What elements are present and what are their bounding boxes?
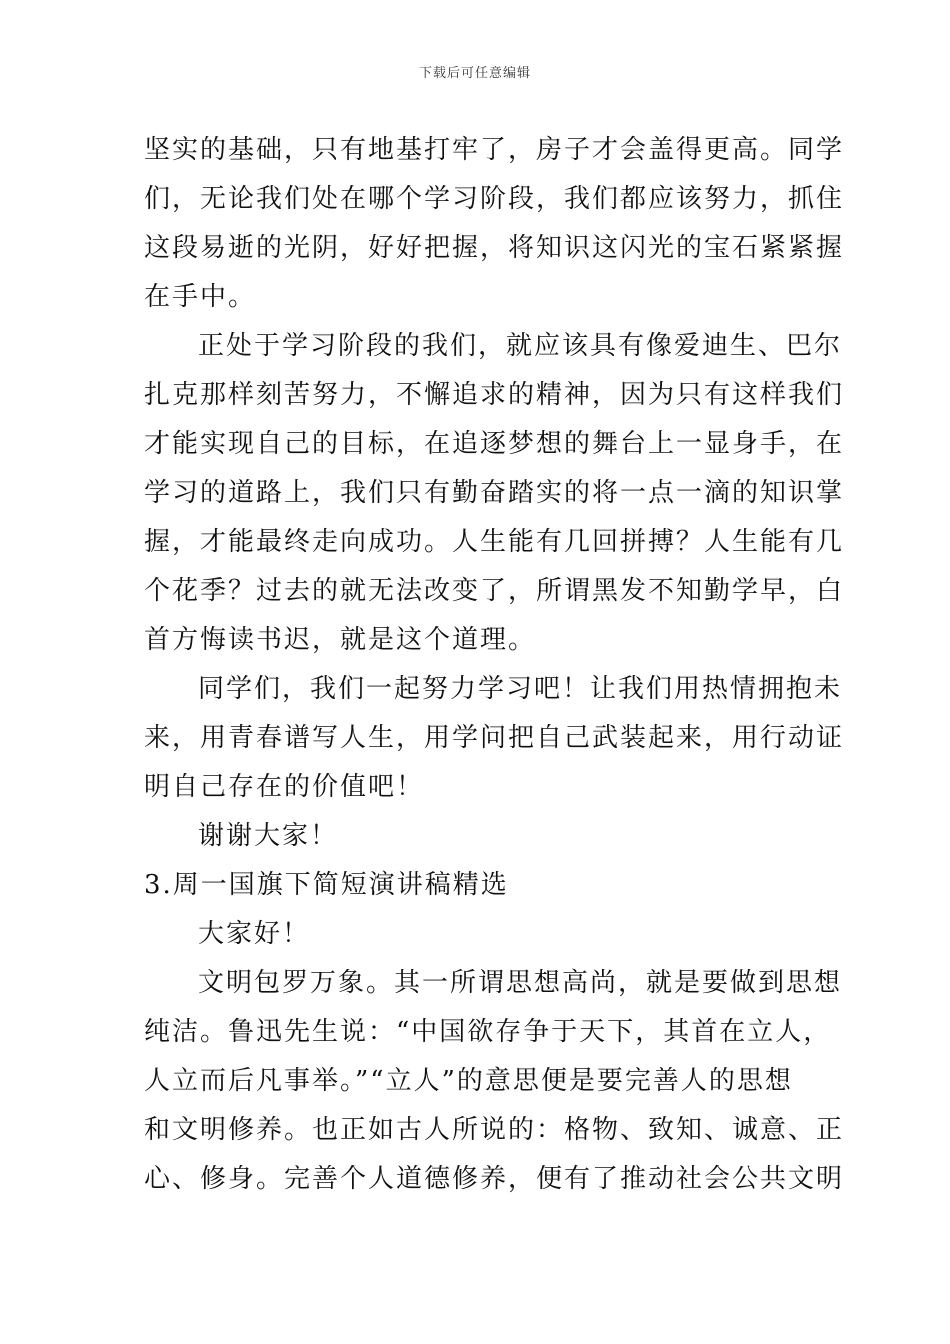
section-heading: 3.周一国旗下简短演讲稿精选: [144, 870, 509, 900]
text-line: 这段易逝的光阴，好好把握，将知识这闪光的宝石紧紧握: [144, 233, 845, 263]
text-line: 们，无论我们处在哪个学习阶段，我们都应该努力，抓住: [144, 184, 845, 214]
text-line: 个花季？过去的就无法改变了，所谓黑发不知勤学早，白: [144, 576, 845, 606]
document-body: [144, 126, 845, 1204]
closing-line: 谢谢大家！: [198, 821, 339, 851]
page-header: 下载后可任意编辑: [418, 66, 531, 81]
text-line: 来，用青春谱写人生，用学问把自己武装起来，用行动证: [144, 723, 845, 753]
text-line: 学习的道路上，我们只有勤奋踏实的将一点一滴的知识掌: [144, 478, 845, 508]
text-line: 握，才能最终走向成功。人生能有几回拼搏？人生能有几: [144, 527, 845, 557]
paragraph-start-line: 文明包罗万象。其一所谓思想高尚，就是要做到思想: [198, 968, 843, 998]
paragraph-start-line: 同学们，我们一起努力学习吧！让我们用热情拥抱未: [198, 674, 843, 704]
greeting-line: 大家好！: [198, 919, 311, 949]
text-line: 在手中。: [144, 282, 257, 312]
text-line: 纯洁。鲁迅先生说：“中国欲存争于天下，其首在立人，: [144, 1017, 832, 1047]
text-line: 坚实的基础，只有地基打牢了，房子才会盖得更高。同学: [144, 135, 845, 165]
text-line: 首方悔读书迟，就是这个道理。: [144, 625, 537, 655]
text-line: 扎克那样刻苦努力，不懈追求的精神，因为只有这样我们: [144, 380, 845, 410]
paragraph-start-line: 正处于学习阶段的我们，就应该具有像爱迪生、巴尔: [198, 331, 843, 361]
text-line: 人立而后凡事举。”“立人”的意思便是要完善人的思想: [144, 1066, 793, 1096]
text-line: 心、修身。完善个人道德修养，便有了推动社会公共文明: [144, 1164, 845, 1194]
text-line: 和文明修养。也正如古人所说的：格物、致知、诚意、正: [144, 1115, 845, 1145]
text-line: 才能实现自己的目标，在追逐梦想的舞台上一显身手，在: [144, 429, 845, 459]
text-line: 明自己存在的价值吧！: [144, 772, 425, 802]
